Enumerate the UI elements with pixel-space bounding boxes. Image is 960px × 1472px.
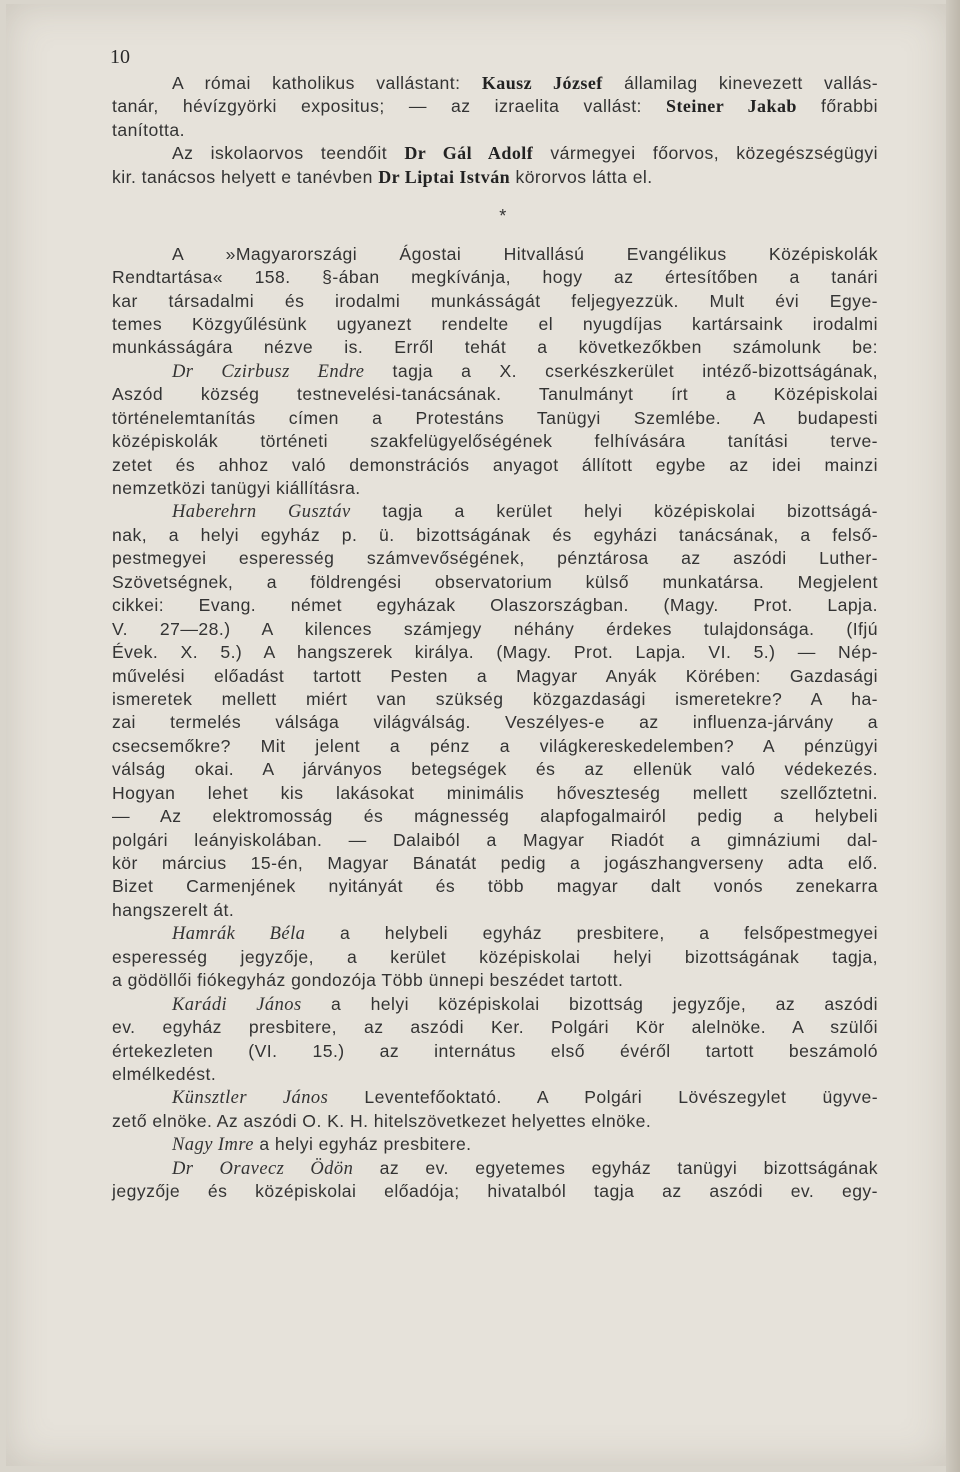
text-run: Leventefőoktató. A Polgári Lövészegylet ügyve- <box>328 1087 878 1108</box>
entry-czirbusz-line: történelemtanítás címen a Protestáns Tanügyi Szemlébe. A budapesti <box>112 407 878 428</box>
paragraph-doctor-line <box>112 166 878 189</box>
bold-name: Dr Liptai István <box>378 166 511 187</box>
entry-haberehrn-line: Bizet Carmenjének nyitányát és több magyar dalt vonós zenekarra <box>112 876 878 897</box>
paragraph-intro-line: kar társadalmi és irodalmi munkásságát feljegyezzük. Mult évi Egye- <box>112 290 878 311</box>
text-run: a helyi középiskolai bizottság jegyzője, az aszódi <box>301 993 878 1014</box>
italic-name: Hamrák Béla <box>172 924 306 945</box>
entry-haberehrn-line: Évek. X. 5.) A hangszerek királya. (Magy. Prot. Lapja. VI. 5.) — Nép- <box>112 642 878 663</box>
text-run: államilag kinevezett vallás- <box>602 73 879 93</box>
spacer <box>112 229 878 243</box>
entry-hamrak-line <box>112 922 878 945</box>
bold-name: Kausz József <box>481 73 603 93</box>
paragraph-religion-line: tanította. <box>112 119 185 140</box>
entry-kunsztler-line: zető elnöke. Az aszódi O. K. H. hitelszövetkezet helyettes elnöke. <box>112 1110 652 1131</box>
entry-karadi-line: értekezleten (VI. 15.) az internátus első évéről tartott beszámoló <box>112 1040 878 1061</box>
text-run: kir. tanácsos helyett e tanévben <box>112 166 379 187</box>
paragraph-religion-line <box>112 95 878 118</box>
entry-czirbusz-line: nemzetközi tanügyi kiállításra. <box>112 478 361 498</box>
paragraph-doctor-line <box>112 142 878 165</box>
text-run: A római katholikus vallástant: <box>172 73 482 93</box>
entry-hamrak-line: esperesség jegyzője, a kerület középiskolai helyi bizottságának tagja, <box>112 946 878 967</box>
bold-name: Steiner Jakab <box>666 96 797 117</box>
entry-haberehrn-line: csecsemőkre? Mit jelent a pénz a világkereskedelemben? A pénzügyi <box>112 735 878 756</box>
page-number: 10 <box>110 46 130 68</box>
entry-haberehrn-line: cikkei: Evang. német egyházak Olaszországban. (Magy. Prot. Lapja. <box>112 595 878 616</box>
entry-haberehrn-line: polgári leányiskolában. — Dalaiból a Magyar Riadót a gimnáziumi dal- <box>112 829 878 850</box>
paragraph-religion-line <box>112 72 878 95</box>
entry-oravecz-line <box>112 1157 878 1180</box>
text-run: vármegyei főorvos, közegészségügyi <box>533 143 879 164</box>
entry-haberehrn-line: művelési előadást tartott Pesten a Magyar Anyák Körében: Gazdasági <box>112 665 878 686</box>
text-run: a helyi egyház presbitere. <box>253 1134 472 1155</box>
entry-czirbusz-line: zetet és ahhoz való demonstrációs anyagot állított egybe az idei mainzi <box>112 454 878 475</box>
paragraph-intro-line: A »Magyarországi Ágostai Hitvallású Evangélikus Középiskolák <box>172 243 878 264</box>
text-run: a helybeli egyház presbitere, a felsőpestmegyei <box>305 923 878 944</box>
entry-haberehrn-line: V. 27—28.) A kilences számjegy néhány érdekes tulajdonsága. (Ifjú <box>112 618 878 639</box>
entry-karadi-line: elmélkedést. <box>112 1063 217 1084</box>
paragraph-intro-line: munkásságára nézve is. Erről tehát a következőkben számolunk be: <box>112 337 878 358</box>
text-run: főrabbi <box>796 96 878 117</box>
entry-czirbusz-line <box>112 360 878 383</box>
asterisk-separator: * <box>499 206 507 227</box>
entry-haberehrn-line: válság okai. A járványos betegségek és az ellenük való védekezés. <box>112 759 878 780</box>
entry-haberehrn-line: ismeretek mellett miért van szükség közgazdasági ismeretekre? A ha- <box>112 688 878 709</box>
entry-karadi-line: ev. egyház presbitere, az aszódi Ker. Polgári Kör alelnöke. A szülői <box>112 1017 878 1038</box>
text-run: Az iskolaorvos teendőit <box>172 143 405 164</box>
entry-kunsztler-line <box>112 1086 878 1109</box>
entry-haberehrn-line: hangszerelt át. <box>112 899 235 920</box>
italic-name: Nagy Imre <box>172 1135 254 1156</box>
entry-czirbusz-line: Aszód község testnevelési-tanácsának. Tanulmányt írt a Középiskolai <box>112 384 878 405</box>
entry-haberehrn-line: Hogyan lehet kis lakásokat minimális hőveszteség mellett szellőztetni. <box>112 782 878 803</box>
paragraph-intro-line: temes Közgyűlésünk ugyanezt rendelte el nyugdíjas kartársaink irodalmi <box>112 313 878 334</box>
entry-haberehrn-line: pestmegyei esperesség számvevőségének, pénztárosa az aszódi Luther- <box>112 548 878 569</box>
italic-name: Karádi János <box>172 994 302 1015</box>
page-edge-shadow <box>946 0 960 1472</box>
entry-oravecz-line: jegyzője és középiskolai előadója; hivatalból tagja az aszódi ev. egy- <box>112 1181 878 1202</box>
paragraph-intro-line: Rendtartása« 158. §-ában megkívánja, hogy az értesítőben a tanári <box>112 267 878 288</box>
italic-name: Haberehrn Gusztáv <box>172 502 351 523</box>
text-run: körorvos látta el. <box>510 166 653 187</box>
entry-nagy-line <box>112 1133 878 1156</box>
entry-hamrak-line: a gödöllői fiókegyház gondozója Több ünnepi beszédet tartott. <box>112 970 624 991</box>
entry-haberehrn-line: nak, a helyi egyház p. ü. bizottságának és egyházi tanácsának, a felső- <box>112 524 878 545</box>
entry-czirbusz-line: középiskolák történeti szakfelügyelőségének felhívására tanítási terve- <box>112 431 878 452</box>
entry-haberehrn-line <box>112 500 878 523</box>
entry-haberehrn-line: — Az elektromosság és mágnesség alapfogalmairól pedig a helybeli <box>112 806 878 827</box>
entry-haberehrn-line: kör március 15-én, Magyar Bánatát pedig a jogászhangverseny adta elő. <box>112 853 878 873</box>
italic-name: Künsztler János <box>172 1088 329 1109</box>
text-run: az ev. egyetemes egyház tanügyi bizottságának <box>353 1157 878 1178</box>
text-run: tanár, hévízgyörki expositus; — az izraelita vallást: <box>112 96 667 117</box>
bold-name: Dr Gál Adolf <box>404 143 534 164</box>
page-body <box>112 72 878 1204</box>
text-run: tagja a kerület helyi középiskolai bizottságá- <box>350 501 878 522</box>
text-run: tagja a X. cserkészkerület intéző-bizottságának, <box>364 360 878 381</box>
entry-haberehrn-line: Szövetségnek, a földrengési observatorium külső munkatársa. Megjelent <box>112 571 878 592</box>
entry-karadi-line <box>112 993 878 1016</box>
italic-name: Dr Oravecz Ödön <box>172 1158 354 1179</box>
italic-name: Dr Czirbusz Endre <box>172 361 365 382</box>
entry-haberehrn-line: zai termelés válsága világválság. Veszélyes-e az influenza-járvány a <box>112 712 878 733</box>
